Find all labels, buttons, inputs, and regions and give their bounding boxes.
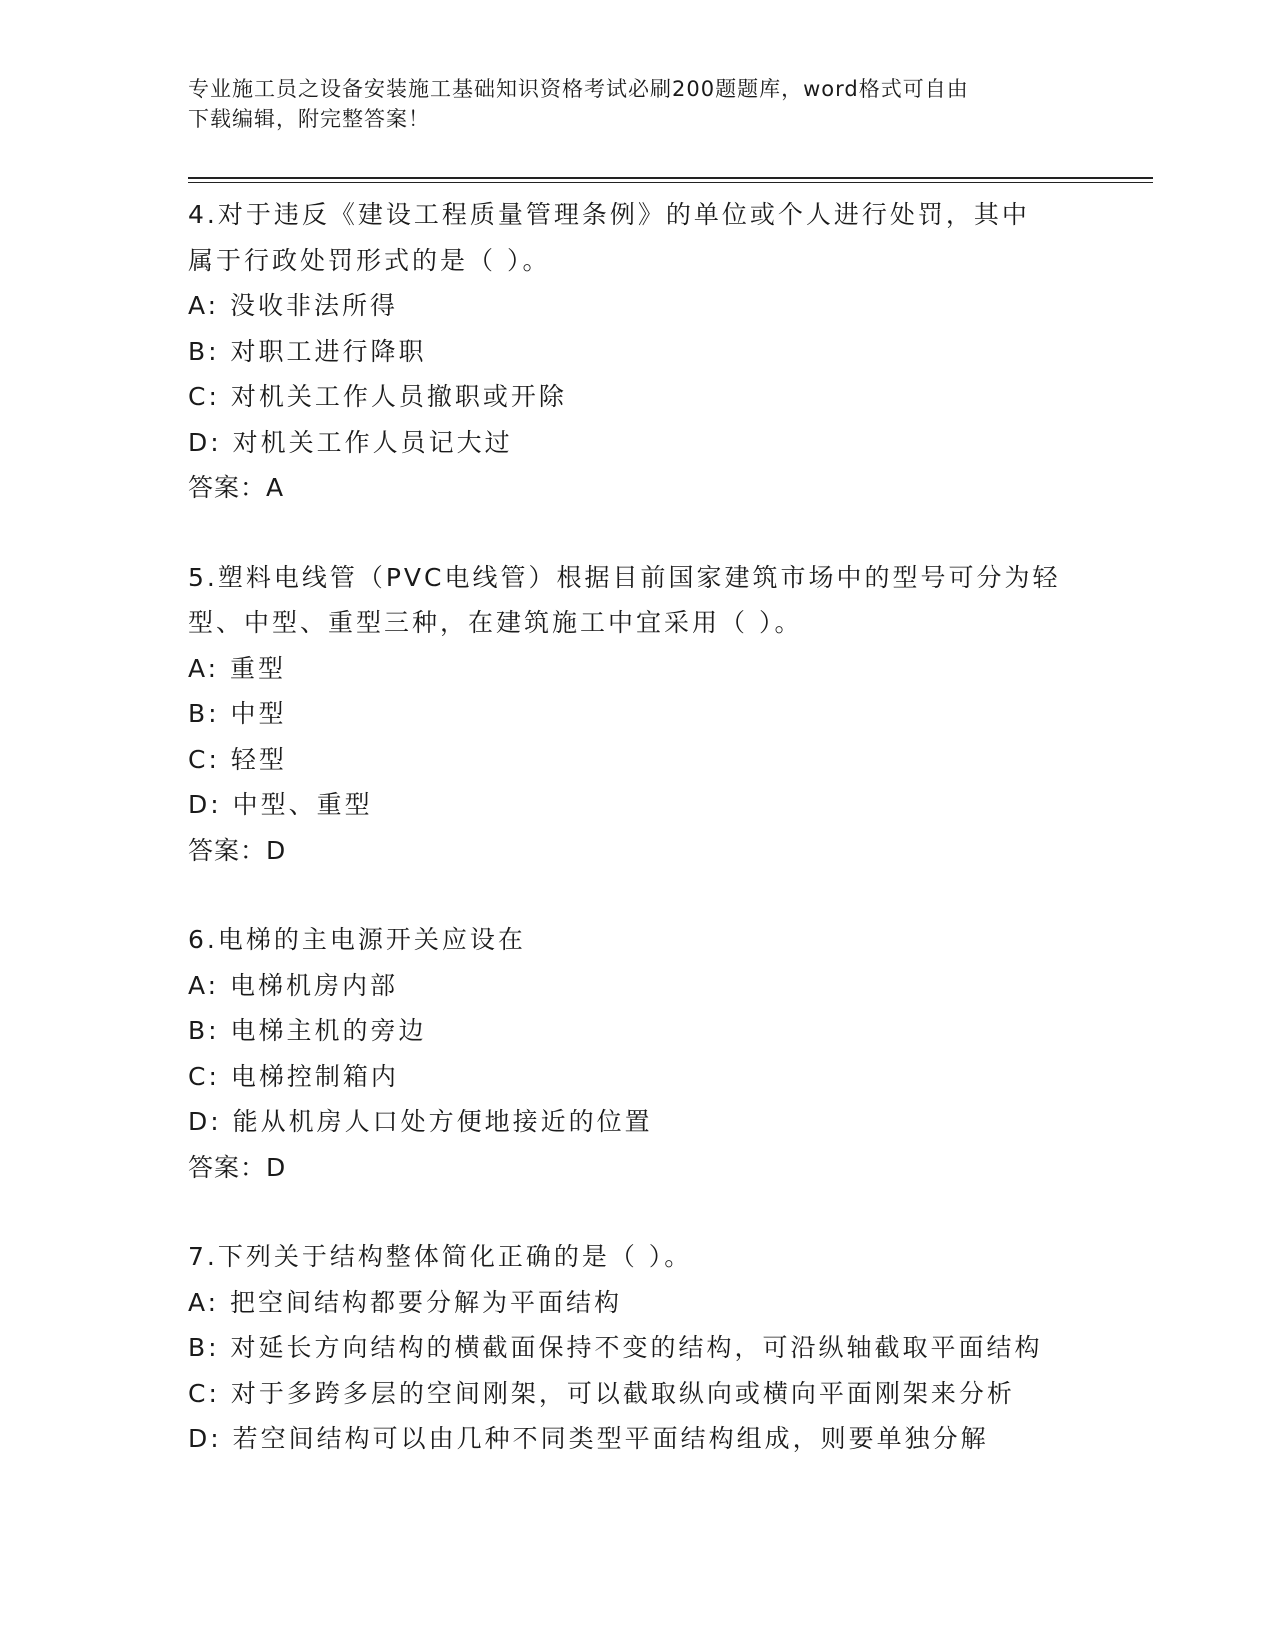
header-rule-thick <box>188 177 1153 179</box>
option-d: D: 对机关工作人员记大过 <box>188 427 513 457</box>
option-d: D: 若空间结构可以由几种不同类型平面结构组成，则要单独分解 <box>188 1424 989 1453</box>
option-a: A: 没收非法所得 <box>188 291 399 320</box>
option-c: C: 对机关工作人员撤职或开除 <box>188 382 567 411</box>
question-stem: 6.电梯的主电源开关应设在 <box>188 925 526 954</box>
answer: 答案：D <box>188 1152 287 1182</box>
option-c: C: 对于多跨多层的空间刚架，可以截取纵向或横向平面刚架来分析 <box>188 1378 1015 1408</box>
option-c: C: 轻型 <box>188 744 287 774</box>
option-b: B: 对延长方向结构的横截面保持不变的结构，可沿纵轴截取平面结构 <box>188 1333 1043 1362</box>
document-header <box>188 74 1068 134</box>
option-b: B: 电梯主机的旁边 <box>188 1016 427 1045</box>
question-stem: 5.塑料电线管（PVC电线管）根据目前国家建筑市场中的型号可分为轻 <box>188 562 1061 592</box>
option-d: D: 中型、重型 <box>188 790 373 819</box>
question-stem: 4.对于违反《建设工程质量管理条例》的单位或个人进行处罚，其中 <box>188 200 1030 229</box>
question-stem: 7.下列关于结构整体简化正确的是（ ）。 <box>188 1242 693 1271</box>
option-a: A: 把空间结构都要分解为平面结构 <box>188 1287 623 1317</box>
option-a: A: 重型 <box>188 653 287 683</box>
question-stem: 型、中型、重型三种，在建筑施工中宜采用（ ）。 <box>188 608 803 637</box>
answer: 答案：D <box>188 835 287 865</box>
option-b: B: 对职工进行降职 <box>188 336 427 366</box>
option-a: A: 电梯机房内部 <box>188 970 399 1000</box>
question-list <box>188 192 1148 1506</box>
question-7 <box>188 1234 1148 1462</box>
question-5 <box>188 555 1148 874</box>
header-rule-thin <box>188 182 1153 183</box>
question-4 <box>188 192 1148 511</box>
option-c: C: 电梯控制箱内 <box>188 1061 399 1091</box>
option-b: B: 中型 <box>188 699 287 728</box>
question-stem: 属于行政处罚形式的是（ ）。 <box>188 245 551 275</box>
answer: 答案：A <box>188 473 285 502</box>
question-6 <box>188 917 1148 1190</box>
option-d: D: 能从机房人口处方便地接近的位置 <box>188 1107 653 1136</box>
header-line-1: 专业施工员之设备安装施工基础知识资格考试必刷200题题库，word格式可自由 <box>188 77 969 101</box>
header-line-2: 下载编辑，附完整答案！ <box>188 107 430 131</box>
